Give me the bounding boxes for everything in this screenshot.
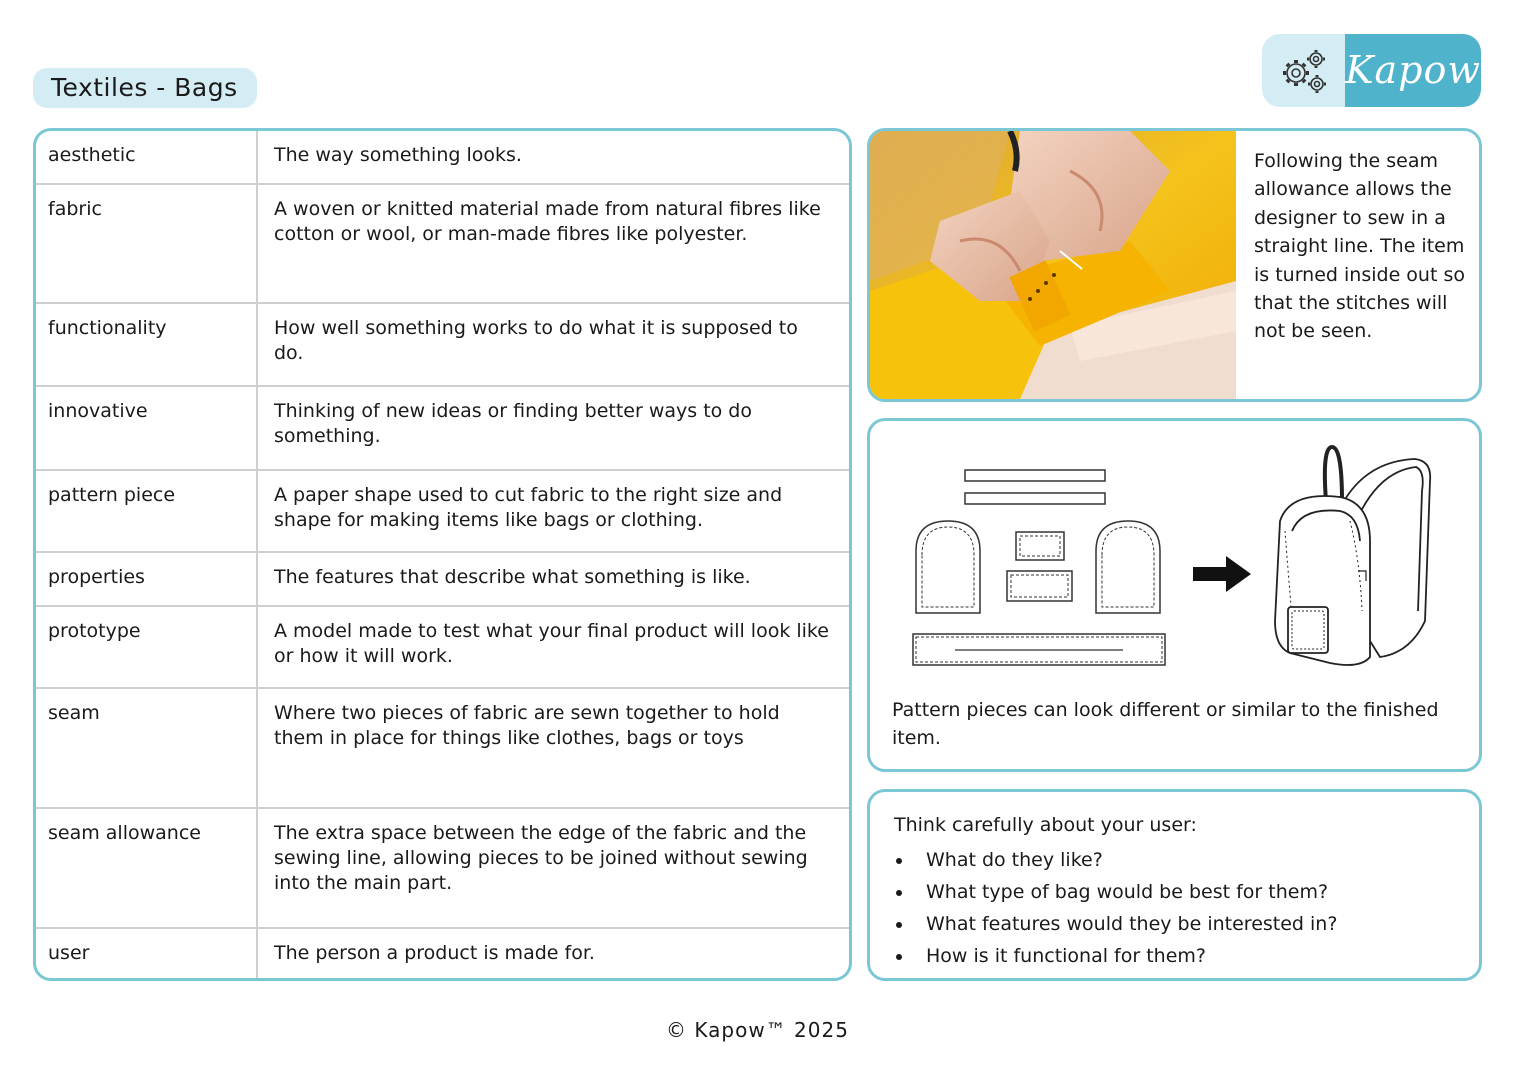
vocab-definition: A paper shape used to cut fabric to the right size and shape for making items like bags or clothing. [257,470,849,552]
vocab-term: functionality [36,303,257,386]
logo-wordmark: Kapow [1345,34,1481,107]
vocab-definition: Thinking of new ideas or finding better ways to do something. [257,386,849,470]
pattern-pieces-panel [867,418,1482,772]
vocab-row [36,808,849,928]
vocab-row [36,184,849,303]
vocab-definition: The extra space between the edge of the fabric and the sewing line, allowing pieces to be joined without sewing into the main part. [257,808,849,928]
vocab-term: prototype [36,606,257,688]
photo-caption: Following the seam allowance allows the designer to sew in a straight line. The item is turned inside out so that the stitches will not be seen. [1254,150,1465,343]
list-item: What type of bag would be best for them? [894,876,1337,908]
copyright-footer: © Kapow™ 2025 [666,1018,849,1042]
vocab-term: pattern piece [36,470,257,552]
vocabulary-table [33,128,852,981]
user-panel-title: Think carefully about your user: [894,814,1197,836]
vocab-term: seam [36,688,257,808]
vocab-definition: The person a product is made for. [274,942,595,964]
vocab-row [36,552,849,606]
vocab-row [36,470,849,552]
backpack-icon [1275,447,1430,665]
vocab-definition: Where two pieces of fabric are sewn together to hold them in place for things like clothes, bags or toys [257,688,849,808]
vocab-row [36,386,849,470]
vocab-row [36,303,849,386]
list-item: How is it functional for them? [894,940,1337,972]
vocab-term: properties [36,552,257,606]
vocab-definition: A model made to test what your final product will look like or how it will work. [257,606,849,688]
vocab-row [36,131,849,184]
vocab-definition: A woven or knitted material made from natural fibres like cotton or wool, or man-made fibres like polyester. [257,184,849,303]
page-title: Textiles - Bags [33,68,257,108]
vocab-definition: How well something works to do what it is supposed to do. [257,303,849,386]
arrow-right-icon [1193,556,1251,592]
vocab-term: seam allowance [36,808,257,928]
vocab-term: fabric [36,184,257,303]
vocab-term: user [36,928,257,978]
vocab-row [36,606,849,688]
vocab-row [36,928,849,978]
vocab-term: innovative [36,386,257,470]
user-question-list [894,844,1337,972]
vocab-row [36,688,849,808]
vocab-term: aesthetic [36,131,257,184]
vocab-definition: The features that describe what something is like. [257,552,849,606]
sewing-photo [870,131,1236,399]
sewing-photo-panel [867,128,1482,402]
list-item: What do they like? [894,844,1337,876]
gears-icon [1262,34,1345,107]
user-questions-panel [867,789,1482,981]
vocab-definition: The way something looks. [257,131,849,184]
kapow-logo [1262,34,1481,107]
pattern-caption: Pattern pieces can look different or similar to the finished item. [892,699,1439,749]
list-item: What features would they be interested in? [894,908,1337,940]
pattern-pieces-diagram [870,421,1479,691]
